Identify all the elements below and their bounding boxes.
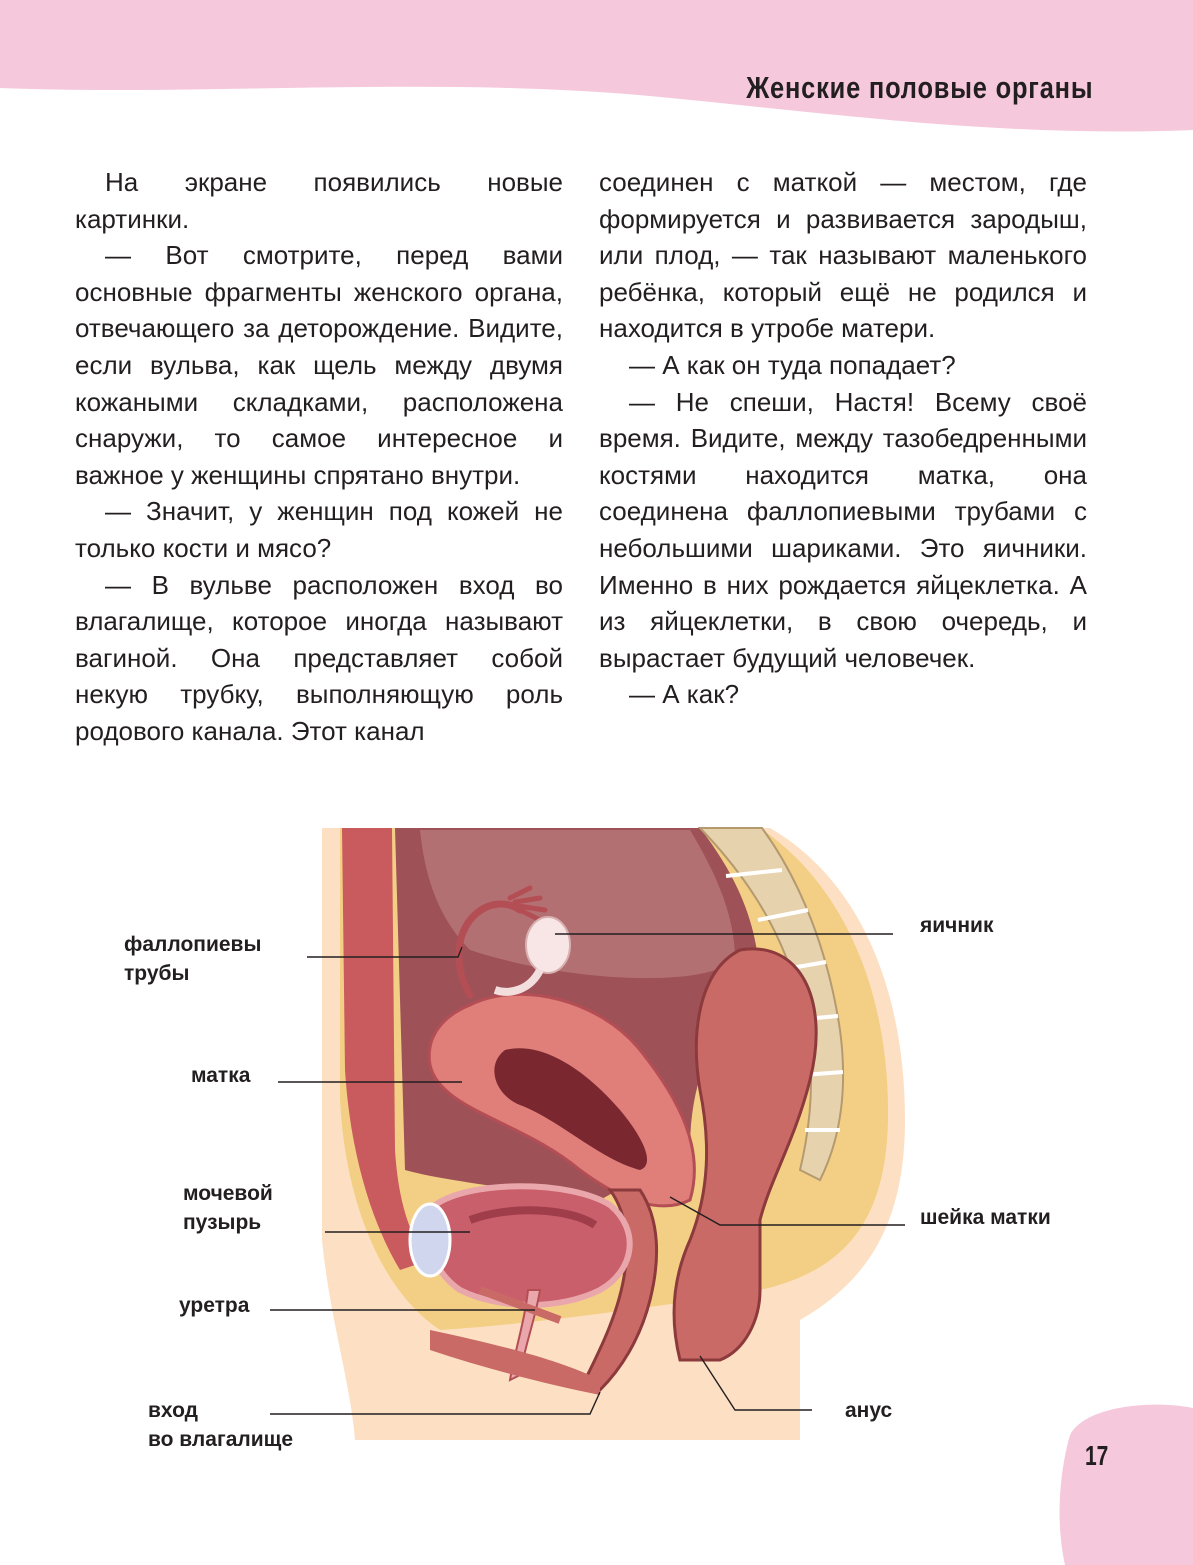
- label-bladder: мочевой пузырь: [183, 1182, 273, 1234]
- label-cervix: шейка матки: [920, 1206, 1051, 1229]
- label-fallopian-tubes: фаллопиевы трубы: [124, 933, 262, 985]
- ovary: [526, 917, 570, 973]
- page-number-badge: [1055, 1400, 1193, 1565]
- label-ovary: яичник: [920, 914, 994, 937]
- right-text-column: [599, 164, 1087, 713]
- paragraph: — Значит, у женщин под кожей не только кости и мясо?: [75, 496, 563, 563]
- paragraph: — В вульве расположен вход во влагалище, которое иногда называют вагиной. Она представляет собой некую трубку, выполняющую роль родового канала. Этот канал: [75, 569, 563, 746]
- paragraph: На экране появились новые картинки.: [75, 167, 563, 234]
- label-anus: анус: [845, 1399, 893, 1422]
- paragraph: — Не спеши, Настя! Всему своё время. Видите, между тазобедренными костями находится матка, она соединена фаллопиевыми трубами с небольшими шариками. Это яичники. Именно в них рождается яйцеклетка. А из яйцеклетки, в свою очередь, и вырастает будущий человечек.: [599, 386, 1087, 673]
- pubic-bone: [410, 1204, 450, 1276]
- left-text-column: [75, 164, 563, 750]
- paragraph: — А как он туда попадает?: [629, 349, 956, 380]
- page-number: 17: [1085, 1440, 1109, 1471]
- paragraph: соединен с маткой — местом, где формируется и развивается зародыш, или плод, — так называют маленького ребёнка, который ещё не родился и находится в утробе матери.: [599, 167, 1087, 344]
- paragraph: — Вот смотрите, перед вами основные фрагменты женского органа, отвечающего за деторождение. Видите, если вульва, как щель между двумя кожаными складками, расположена снаружи, то самое интересное и важное у женщины спрятано внутри.: [75, 240, 563, 490]
- paragraph: — А как?: [629, 679, 740, 710]
- bladder: [428, 1186, 630, 1305]
- label-vaginal-entrance: вход во влагалище: [148, 1399, 294, 1451]
- label-uterus: матка: [191, 1064, 251, 1087]
- anatomy-illustration: [0, 820, 1193, 1460]
- chapter-title: Женские половые органы: [745, 70, 1093, 105]
- label-urethra: уретра: [179, 1294, 250, 1317]
